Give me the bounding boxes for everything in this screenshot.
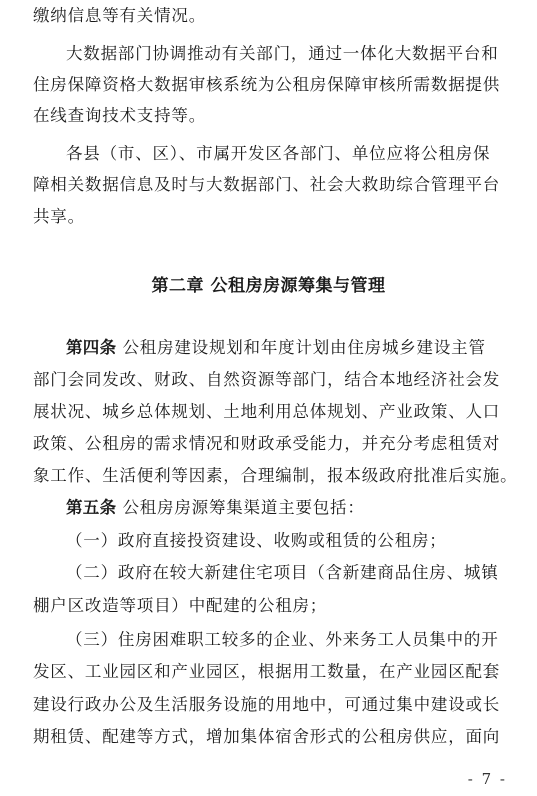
paragraph-line: 共享。 — [33, 207, 85, 226]
list-item-line: 建设行政办公及生活服务设施的用地中，可通过集中建设或长 — [33, 695, 501, 714]
article-line: 部门会同发改、财政、自然资源等部门，结合本地经济社会发 — [33, 370, 501, 389]
list-item-line: 棚户区改造等项目）中配建的公租房； — [33, 596, 328, 615]
paragraph-line: 缴纳信息等有关情况。 — [33, 6, 206, 25]
paragraph-line: 在线查询技术支持等。 — [33, 106, 206, 125]
chapter-title: 第二章 公租房房源筹集与管理 — [151, 276, 386, 296]
list-item-line: （一）政府直接投资建设、收购或租赁的公租房； — [66, 531, 447, 550]
article-5-label: 第五条 — [66, 498, 117, 517]
paragraph-line: 大数据部门协调推动有关部门，通过一体化大数据平台和 — [66, 44, 499, 63]
paragraph-line: 住房保障资格大数据审核系统为公租房保障审核所需数据提供 — [33, 75, 501, 94]
list-item-line: （二）政府在较大新建住宅项目（含新建商品住房、城镇 — [66, 563, 499, 582]
article-line: 展状况、城乡总体规划、土地利用总体规划、产业政策、人口 — [33, 402, 501, 421]
list-item-line: 期租赁、配建等方式，增加集体宿舍形式的公租房供应，面向 — [33, 727, 501, 746]
article-4-text: 公租房建设规划和年度计划由住房城乡建设主管 — [116, 338, 486, 357]
paragraph-line: 各县（市、区）、市属开发区各部门、单位应将公租房保 — [66, 144, 491, 163]
list-item-line: 发区、工业园区和产业园区，根据用工数量，在产业园区配套 — [33, 662, 501, 681]
list-item-line: （三）住房困难职工较多的企业、外来务工人员集中的开 — [66, 630, 499, 649]
article-5-first-line — [66, 498, 365, 518]
paragraph-line: 障相关数据信息及时与大数据部门、社会大救助综合管理平台 — [33, 175, 501, 194]
page-number: - 7 - — [467, 770, 507, 788]
article-5-text: 公租房房源筹集渠道主要包括： — [116, 498, 365, 517]
article-4-first-line — [66, 338, 486, 358]
article-line: 象工作、生活便利等因素，合理编制，报本级政府批准后实施。 — [33, 466, 518, 485]
article-line: 政策、公租房的需求情况和财政承受能力，并充分考虑租赁对 — [33, 434, 501, 453]
article-4-label: 第四条 — [66, 338, 117, 357]
